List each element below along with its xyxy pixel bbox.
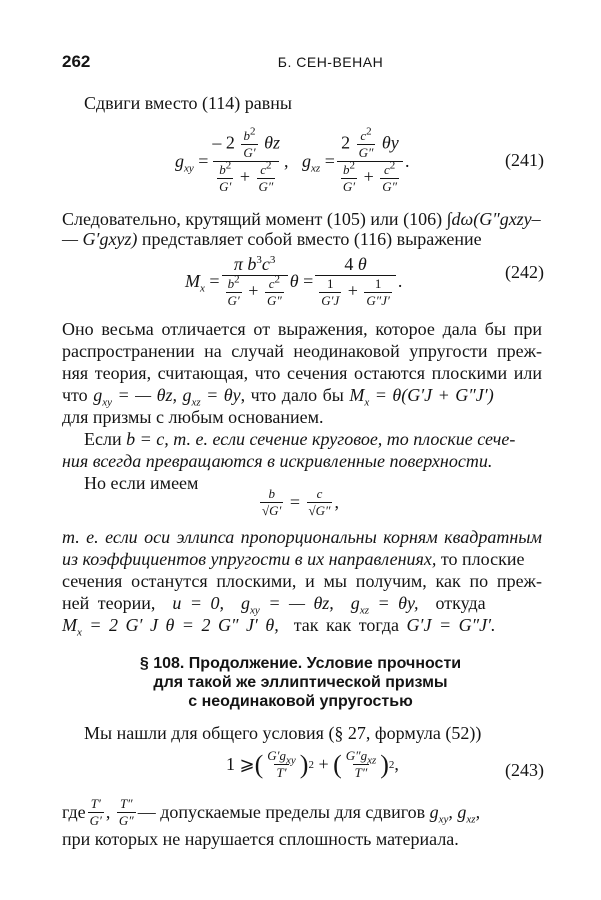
paragraph-line: Мы нашли для общего условия (§ 27, формула (52)) [84,723,482,743]
section-heading: с неодинаковой упругостью [188,693,413,710]
paragraph-line: где $\frac{T'}{G'}$ , $\frac{T''}{G''}$ — допускаемые пределы для сдвигов $g_{xy}$, $g_{xz}$, [62,796,481,828]
paragraph-line: ней теории, u = 0, $g_{xy}$ = — θz, $g_{xz} = \theta y$, откуда [62,593,486,617]
equation-number: (243) [505,760,544,780]
paragraph-line: Но если имеем [84,473,199,493]
paragraph-line: Оно весьма отличается от выражения, которое дала бы при [62,319,542,339]
paragraph-line: для призмы с любым основанием. [62,407,324,427]
paragraph-line: распространении на случай неодинаковой упругости преж- [62,341,542,361]
paragraph-line: $M_x = 2$ G′ J θ = 2 G″ J′ θ, так как тогда G′J = G″J′. [62,615,496,639]
equation-number: (241) [505,150,544,170]
paragraph-line: сечения останутся плоскими, и мы получим, как по преж- [62,571,542,591]
equation-ratio: $\frac{b}{√G'}$ = $\frac{c}{√G''}$ , [262,486,339,518]
paragraph-line: т. е. если оси эллипса пропорциональны корням квадратным [62,527,542,547]
paragraph-line: что $g_{xy}$ = — θz, $g_{xz} = \theta y$, что дало бы $M_x = \theta(G'J + G''J')$ [62,385,494,409]
paragraph-line: ния всегда превращаются в искривленные поверхности. [62,451,493,471]
equation-number: (242) [505,262,544,282]
section-heading: для такой же эллиптической призмы [153,674,448,691]
paragraph-line: при которых не нарушается сплошность материала. [62,829,459,849]
equation-241: $g_{xy}$ = – 2 $\frac{b^2}{G'}$ θz $\frac{b^2}{G'}$ + $\frac{c^2}{G''}$ , $g_{xz}$ = 2 $\frac{c^2}{G''}$ θy $\frac{b^2}{G'}$ + $\frac{c^2}{G''}$ . [175,125,410,194]
running-title: Б. СЕН-ВЕНАН [277,54,384,70]
section-heading: § 108. Продолжение. Условие прочности [139,655,462,672]
paragraph-line: из коэффициентов упругости в их направлениях, то плоские [62,549,525,569]
paragraph-line: — G′gxyz) представляет собой вместо (116) выражение [62,229,482,249]
page-number: 262 [62,52,91,71]
paragraph-line: Если b = c, т. е. если сечение круговое, то плоские сече- [84,429,516,449]
paragraph-line: Сдвиги вместо (114) равны [84,93,292,113]
equation-243: 1 ⩾ ( $\frac{G'g_{xy}}{T'}$ ) 2 + ( $\frac{G''g_{xz}}{T''}$ ) 2 , [226,748,399,780]
paragraph-line: Следовательно, крутящий момент (105) или (106) ∫dω(G″gxzy– [62,209,541,229]
paragraph-line: няя теория, считающая, что сечения остаются плоскими или [62,363,542,383]
equation-242: $M_x$ = π $b^3c^3$ $\frac{b^2}{G'}$ + $\frac{c^2}{G''}$ θ = 4 θ $\frac{1}{G'J}$ + $\frac{1}{G''J'}$ . [185,254,403,308]
